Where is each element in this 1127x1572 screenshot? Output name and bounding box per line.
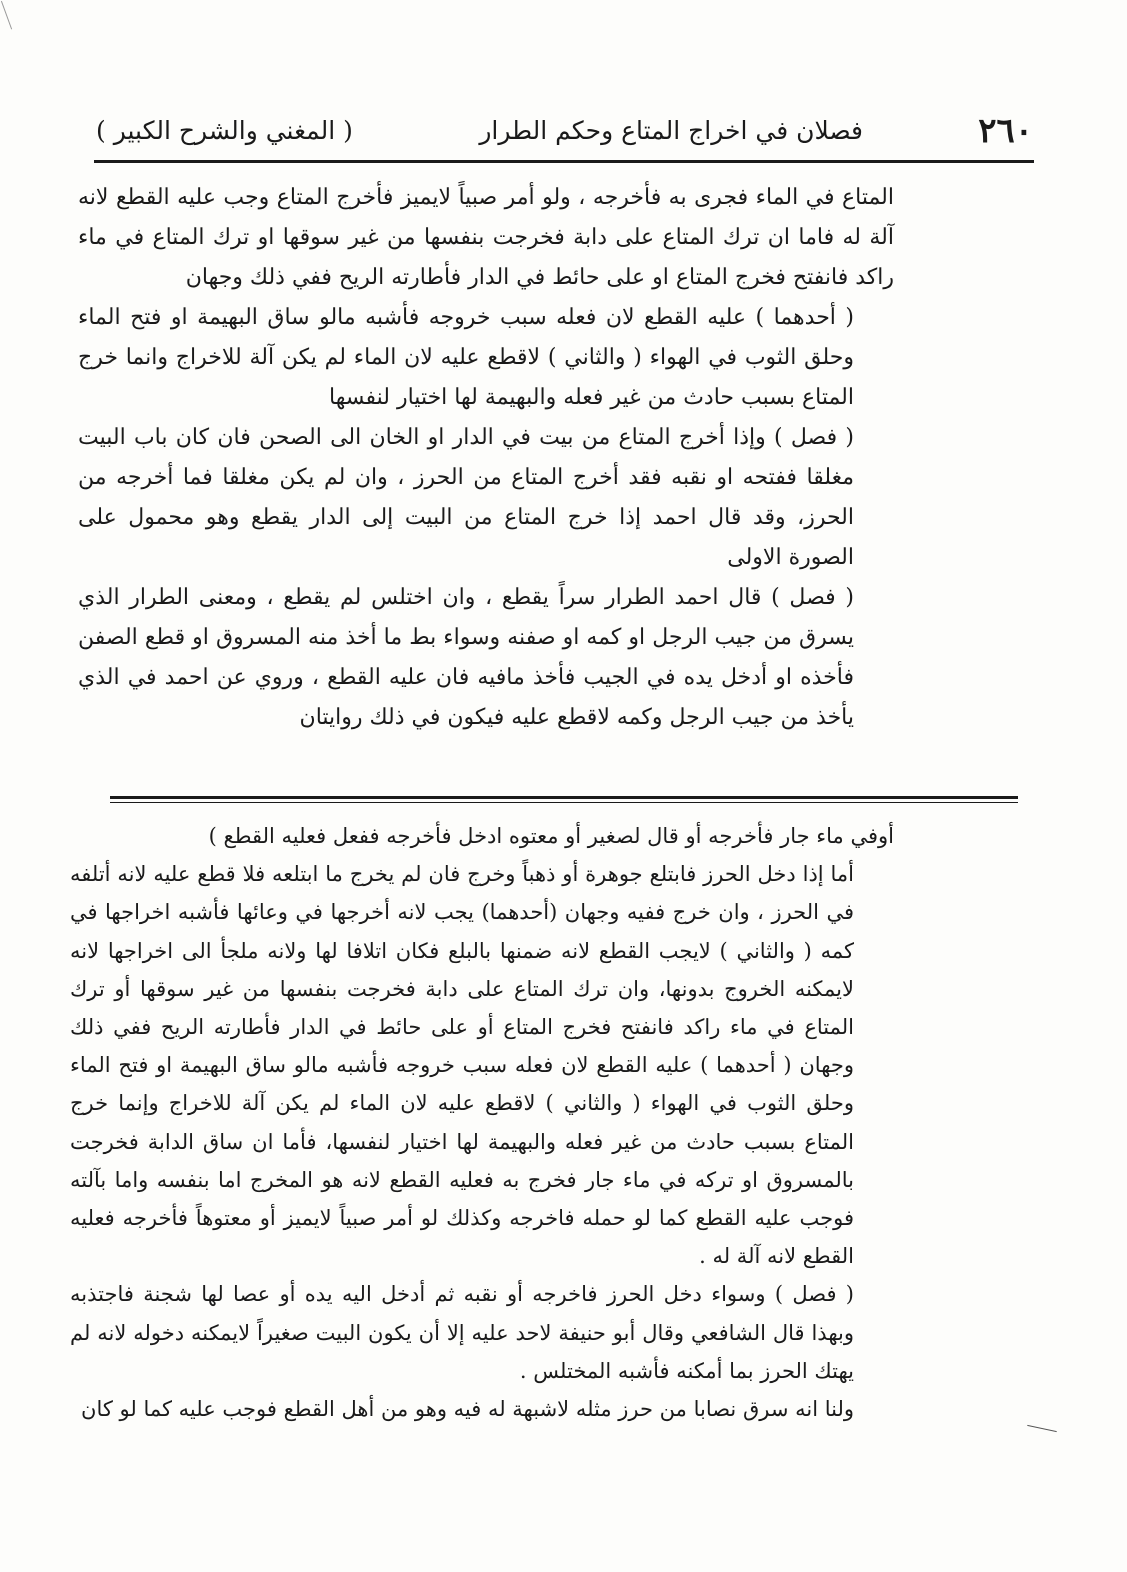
commentary-paragraph: أما إذا دخل الحرز فابتلع جوهرة أو ذهباً وخرج فان لم يخرج ما ابتلعه فلا قطع عليه لانه أتلفه في الحرز ، وان خرج ففيه وجهان (أحدهما) يجب لانه أخرجها في وعائها فأشبه اخراجها في كمه ( والثاني ) لايجب القطع لانه ضمنها بالبلع فكان اتلافا لها ولانه ملجأ الى اخراجها لانه لايمكنه الخروج بدونها، وان ترك المتاع على دابة فخرجت بنفسها من غير سوقها أو ترك المتاع في ماء راكد فانفتح فخرج المتاع أو على حائط في الدار فأطارته الريح ففي ذلك وجهان ( أحدهما ) عليه القطع لان فعله سبب خروجه فأشبه مالو ساق البهيمة او فتح الماء وحلق الثوب في الهواء ( والثاني ) لاقطع عليه لان الماء لم يكن آلة للاخراج وإنما خرج المتاع بسبب حادث من غير فعله والبهيمة لها اختيار لنفسها، فأما ان ساق الدابة فخرجت بالمسروق او تركه في ماء جار فخرج به فعليه القطع لانه هو المخرج اما بنفسه واما بآلته فوجب عليه القطع كما لو حمله فاخرجه وكذلك لو أمر صبياً لايميز أو معتوهاً فأخرجه فعليه القطع لانه آلة له . (70, 862, 854, 1269)
main-paragraph: ( فصل ) وإذا أخرج المتاع من بيت في الدار او الخان الى الصحن فان كان باب البيت مغلقا ففتحه او نقبه فقد أخرج المتاع من الحرز ، وان لم يكن مغلقا فما أخرجه من الحرز، وقد قال احمد إذا خرج المتاع من البيت إلى الدار يقطع وهو محمول على الصورة الاولى (78, 425, 854, 570)
commentary-paragraph: ( فصل ) وسواء دخل الحرز فاخرجه أو نقبه ثم أدخل اليه يده أو عصا لها شجنة فاجتذبه وبهذا قال الشافعي وقال أبو حنيفة لاحد عليه إلا أن يكون البيت صغيراً لايمكنه دخوله لانه لم يهتك الحرز بما أمكنه فأشبه المختلس . (70, 1282, 854, 1383)
scan-corner-mark (1027, 1425, 1057, 1432)
section-divider-thick (110, 796, 1018, 799)
main-paragraph: المتاع في الماء فجرى به فأخرجه ، ولو أمر صبياً لايميز فأخرج المتاع وجب عليه القطع لانه آلة له فاما ان ترك المتاع على دابة فخرجت بنفسها من غير سوقها او ترك المتاع في ماء راكد فانفتح فخرج المتاع او على حائط في الدار فأطارته الريح ففي ذلك وجهان (78, 185, 894, 290)
commentary-paragraph: أوفي ماء جار فأخرجه أو قال لصغير أو معتوه ادخل فأخرجه ففعل فعليه القطع ) (208, 824, 894, 848)
commentary-paragraph: ولنا انه سرق نصابا من حرز مثله لاشبهة له فيه وهو من أهل القطع فوجب عليه كما لو كان (81, 1397, 854, 1422)
book-title: ( المغني والشرح الكبير ) (96, 116, 353, 145)
commentary-text-block (70, 817, 894, 1428)
page-number: ٢٦٠ (978, 111, 1033, 151)
main-paragraph: ( أحدهما ) عليه القطع لان فعله سبب خروجه فأشبه مالو ساق البهيمة او فتح الماء وحلق الثوب في الهواء ( والثاني ) لاقطع عليه لان الماء لم يكن آلة للاخراج وانما خرج المتاع بسبب حادث من غير فعله والبهيمة لها اختيار لنفسها (78, 305, 854, 410)
section-divider-thin (110, 802, 1018, 803)
running-title: فصلان في اخراج المتاع وحكم الطرار (479, 116, 863, 145)
main-text-block (78, 178, 894, 738)
page-header (96, 108, 1033, 154)
header-rule (94, 160, 1034, 163)
main-paragraph: ( فصل ) قال احمد الطرار سراً يقطع ، وان اختلس لم يقطع ، ومعنى الطرار الذي يسرق من جيب الرجل او كمه او صفنه وسواء بط ما أخذ منه المسروق او قطع الصفن فأخذه او أدخل يده في الجيب فأخذ مافيه فان عليه القطع ، وروي عن احمد في الذي يأخذ من جيب الرجل وكمه لاقطع عليه فيكون في ذلك روايتان (78, 585, 854, 730)
scan-edge-mark (1, 1, 13, 30)
